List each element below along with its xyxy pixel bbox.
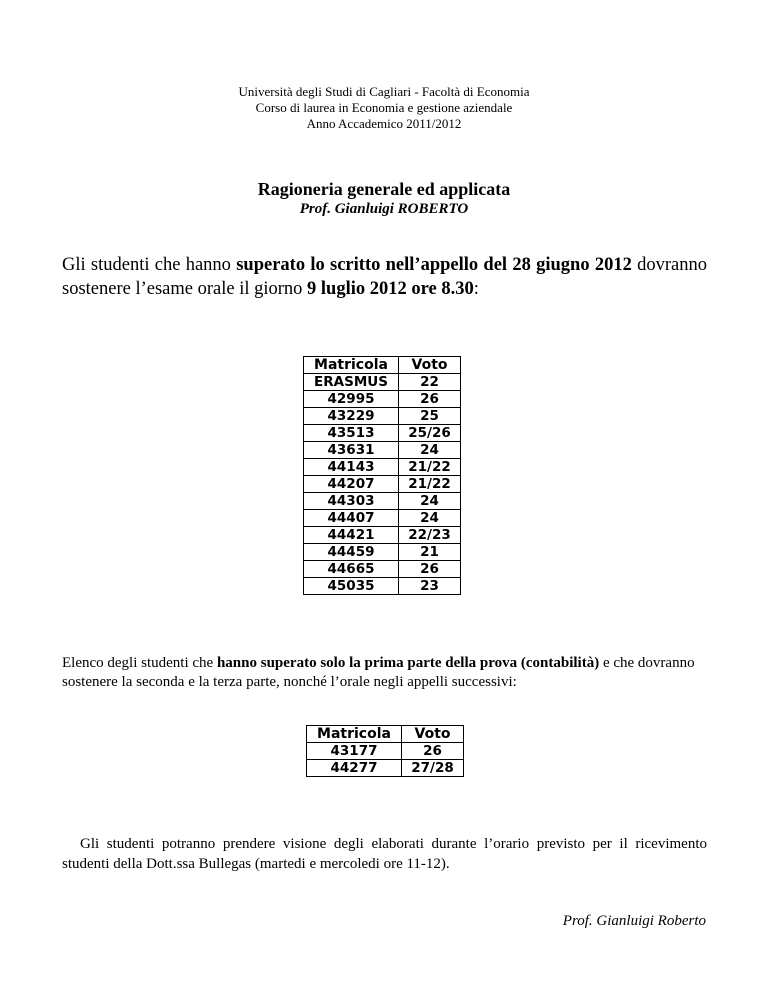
signature: Prof. Gianluigi Roberto <box>562 913 706 929</box>
voto-cell: 21/22 <box>399 476 461 493</box>
matricola-cell: 44407 <box>304 510 399 527</box>
intro-bold-exam-date: superato lo scritto nell’appello del 28 giugno 2012 <box>236 255 632 275</box>
intro-paragraph <box>62 253 707 301</box>
table-row <box>304 527 461 544</box>
voto-cell: 24 <box>399 510 461 527</box>
table-header-row <box>304 357 461 374</box>
matricola-cell: 44665 <box>304 561 399 578</box>
matricola-cell: 43177 <box>307 743 402 760</box>
matricola-cell: 44207 <box>304 476 399 493</box>
table-row <box>304 459 461 476</box>
matricola-cell: 44277 <box>307 760 402 777</box>
column-header-voto: Voto <box>402 726 464 743</box>
table-row <box>307 760 464 777</box>
matricola-cell: 44459 <box>304 544 399 561</box>
matricola-cell: 43229 <box>304 408 399 425</box>
table-row <box>304 408 461 425</box>
matricola-cell: 43631 <box>304 442 399 459</box>
voto-cell: 24 <box>399 442 461 459</box>
voto-cell: 22/23 <box>399 527 461 544</box>
table-row <box>304 374 461 391</box>
voto-cell: 26 <box>402 743 464 760</box>
course-professor: Prof. Gianluigi ROBERTO <box>299 201 469 217</box>
voto-cell: 25 <box>399 408 461 425</box>
table-row <box>304 425 461 442</box>
notice-paragraph: Gli studenti potranno prendere visione degli elaborati durante l’orario previsto per il ricevimento studenti della Dott.ssa Bullegas (martedi e mercoledi ore 11-12). <box>62 836 707 872</box>
table-row <box>304 476 461 493</box>
intro-text-3: : <box>473 279 479 299</box>
matricola-cell: 44143 <box>304 459 399 476</box>
intro-text-1: Gli studenti che hanno <box>62 255 237 275</box>
intro-bold-oral-date: 9 luglio 2012 ore 8.30 <box>307 279 474 299</box>
intro-text-2: dovranno sostenere l’esame orale il giorno <box>62 255 708 299</box>
voto-cell: 25/26 <box>399 425 461 442</box>
matricola-cell: 42995 <box>304 391 399 408</box>
matricola-cell: 43513 <box>304 425 399 442</box>
elenco-bold: hanno superato solo la prima parte della prova (contabilità) <box>216 655 600 671</box>
course-title: Ragioneria generale ed applicata <box>257 179 511 199</box>
voto-cell: 21 <box>399 544 461 561</box>
table-header-row <box>307 726 464 743</box>
table-row <box>304 561 461 578</box>
elenco-text-1: Elenco degli studenti che <box>62 655 217 671</box>
table-row <box>304 578 461 595</box>
voto-cell: 23 <box>399 578 461 595</box>
matricola-cell: 44303 <box>304 493 399 510</box>
oral-exam-grades-table <box>303 356 461 595</box>
university-name: Università degli Studi di Cagliari - Facoltà di Economia <box>238 84 530 99</box>
column-header-matricola: Matricola <box>307 726 402 743</box>
voto-cell: 21/22 <box>399 459 461 476</box>
column-header-voto: Voto <box>399 357 461 374</box>
voto-cell: 22 <box>399 374 461 391</box>
partial-pass-grades-table <box>306 725 464 777</box>
voto-cell: 24 <box>399 493 461 510</box>
table-row <box>307 743 464 760</box>
table-row <box>304 391 461 408</box>
matricola-cell: 45035 <box>304 578 399 595</box>
degree-course: Corso di laurea in Economia e gestione aziendale <box>255 100 513 115</box>
table-row <box>304 544 461 561</box>
table-row <box>304 442 461 459</box>
column-header-matricola: Matricola <box>304 357 399 374</box>
table-row <box>304 493 461 510</box>
voto-cell: 26 <box>399 561 461 578</box>
table-row <box>304 510 461 527</box>
elenco-text-2: e che dovranno sostenere la seconda e la terza parte, nonché l’orale negli appelli successivi: <box>62 655 695 690</box>
academic-year: Anno Accademico 2011/2012 <box>306 116 462 131</box>
partial-pass-paragraph <box>62 654 712 692</box>
voto-cell: 27/28 <box>402 760 464 777</box>
matricola-cell: 44421 <box>304 527 399 544</box>
matricola-cell: ERASMUS <box>304 374 399 391</box>
voto-cell: 26 <box>399 391 461 408</box>
